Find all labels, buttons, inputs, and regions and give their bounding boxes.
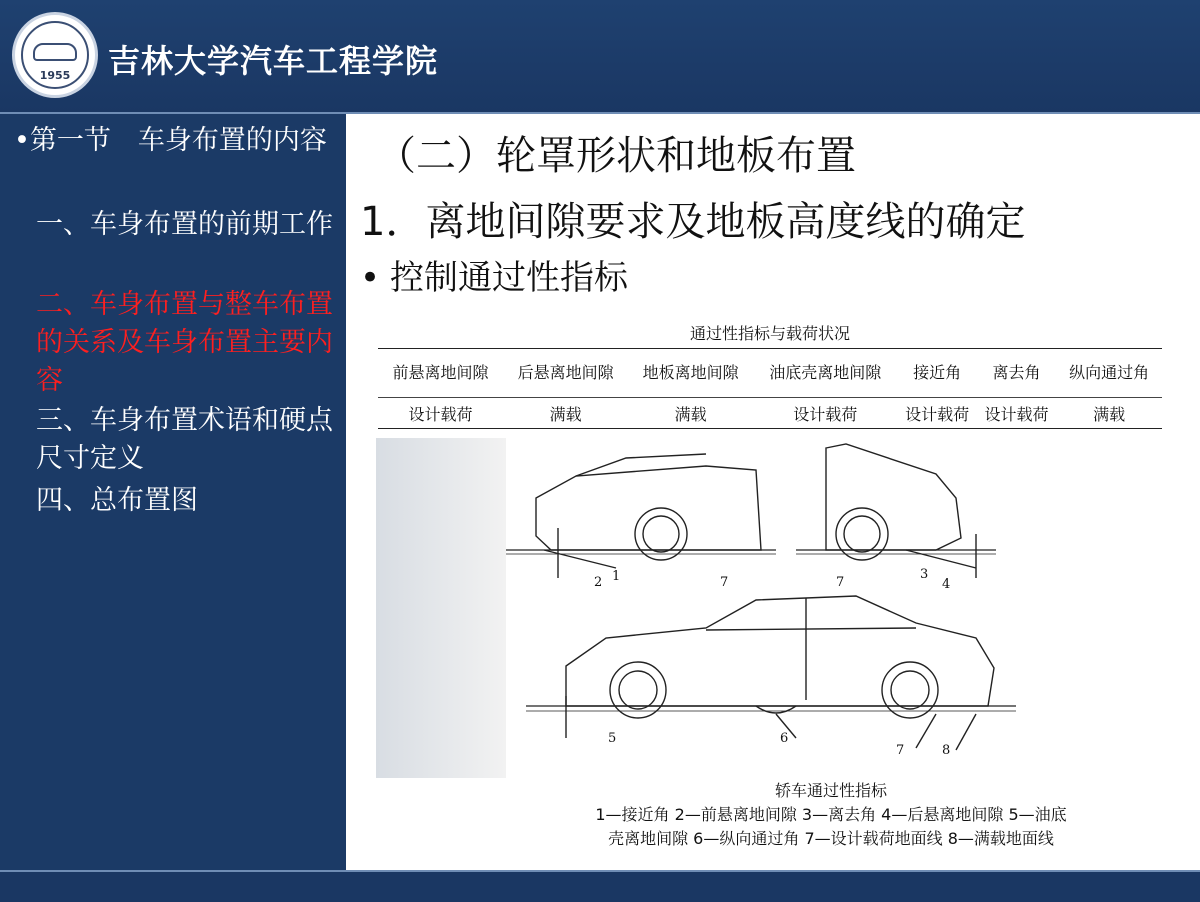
- sidebar-item-prework[interactable]: 一、车身布置的前期工作: [36, 209, 333, 240]
- table-caption: 通过性指标与载荷状况: [689, 324, 850, 343]
- callout-label: 5: [608, 731, 617, 746]
- table-cell: 设计载荷: [408, 404, 473, 424]
- sidebar-item-terms[interactable]: 三、车身布置术语和硬点尺寸定义: [36, 405, 333, 474]
- logo-year: 1955: [39, 69, 71, 82]
- callout-label: 7: [836, 575, 845, 590]
- table-cell: 满载: [549, 404, 582, 424]
- sidebar-item-relation[interactable]: 二、车身布置与整车布置的关系及车身布置主要内容: [36, 289, 333, 396]
- figure-legend-line-2: 壳离地间隙 6—纵向通过角 7—设计载荷地面线 8—满载地面线: [608, 829, 1054, 848]
- table-header-cell: 后悬离地间隙: [517, 363, 614, 382]
- table-header-cell: 油底壳离地间隙: [769, 363, 882, 382]
- footer-bar: [0, 870, 1200, 902]
- table-header-cell: 地板离地间隙: [642, 363, 739, 382]
- school-name: 吉林大学汽车工程学院: [108, 42, 439, 80]
- table-header-cell: 接近角: [913, 363, 962, 382]
- figure-title: 轿车通过性指标: [774, 781, 887, 800]
- callout-label: 2: [594, 575, 603, 590]
- header-bar: [0, 0, 1200, 114]
- table-header-cell: 纵向通过角: [1069, 363, 1150, 382]
- callout-label: 8: [942, 743, 951, 758]
- car-icon: [33, 43, 77, 61]
- callout-label: 4: [942, 577, 951, 592]
- table-cell: 满载: [1093, 404, 1126, 424]
- callout-label: 7: [720, 575, 729, 590]
- bullet-item: [360, 250, 628, 299]
- sidebar-item-section-1[interactable]: •第一节 车身布置的内容: [14, 125, 327, 156]
- callout-label: 3: [920, 567, 929, 582]
- table-cell: 满载: [674, 404, 707, 424]
- bullet-icon: •: [360, 258, 381, 298]
- bullet-text: 控制通过性指标: [390, 258, 628, 298]
- car-drawing: [376, 438, 1176, 778]
- table-cell: 设计载荷: [984, 404, 1049, 424]
- table-header-row: [378, 349, 1162, 398]
- slide-content: [346, 114, 1200, 870]
- figure-legend-line-1: 1—接近角 2—前悬离地间隙 3—离去角 4—后悬离地间隙 5—油底: [595, 805, 1067, 824]
- sidebar-item-general-layout[interactable]: 四、总布置图: [36, 485, 198, 516]
- car-passability-figure: [376, 438, 1176, 868]
- table-cell: 设计载荷: [905, 404, 970, 424]
- table-header-cell: 离去角: [992, 363, 1041, 382]
- university-logo: [12, 12, 98, 98]
- subsection-heading: 1．离地间隙要求及地板高度线的确定: [360, 199, 1026, 245]
- table-header-cell: 前悬离地间隙: [392, 363, 489, 382]
- section-heading: （二）轮罩形状和地板布置: [376, 133, 856, 179]
- table-row: [378, 398, 1162, 429]
- table-cell: 设计载荷: [793, 404, 858, 424]
- callout-label: 1: [612, 569, 621, 584]
- sidebar: [0, 114, 346, 870]
- passability-table: [378, 320, 1162, 429]
- callout-label: 7: [896, 743, 905, 758]
- callout-label: 6: [780, 731, 789, 746]
